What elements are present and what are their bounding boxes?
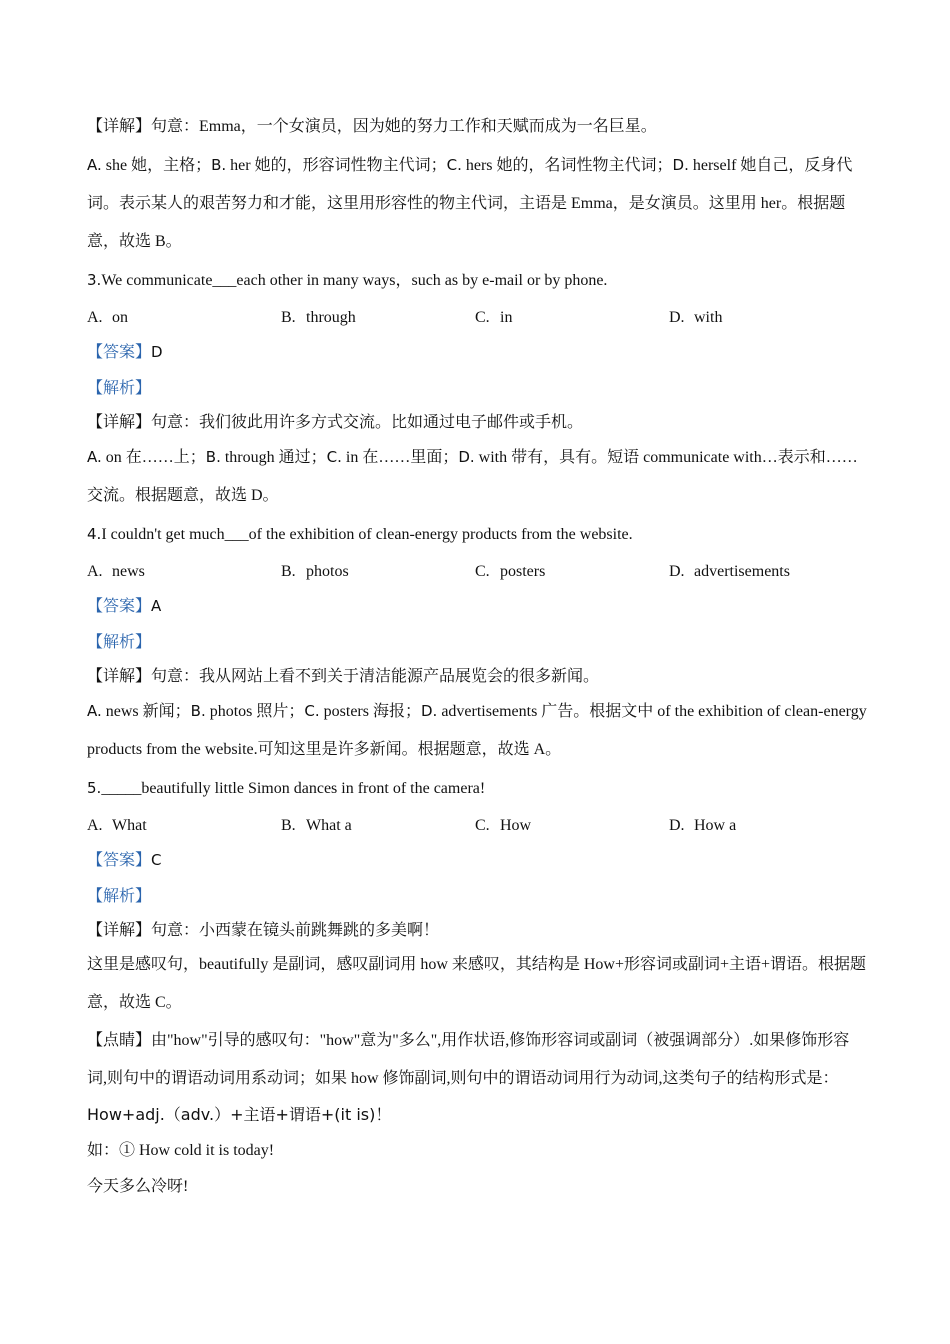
q3-option-c: C. in <box>475 309 513 326</box>
q5-translation: 今天多么冷呀! <box>87 1178 189 1195</box>
q5-analysis: 这里是感叹句，beautifully 是副词，感叹副词用 how 来感叹，其结构是 How+形容词或副词+主语+谓语。根据题意，故选 C。 <box>87 956 867 1011</box>
q3-options <box>87 307 867 329</box>
q5-example: 如：① How cold it is today! <box>87 1142 275 1159</box>
q5-answer: 【答案】C <box>87 851 162 869</box>
q3-analysis: A. on 在……上；B. through 通过；C. in 在……里面；D. with 带有，具有。短语 communicate with…表示和……交流。根据题意，故选 D。 <box>87 448 858 504</box>
q5-formula: How+adj.（adv.）+主语+谓语+(it is)！ <box>87 1105 392 1124</box>
document-page <box>87 112 867 1198</box>
q3-option-a: A. on <box>87 309 128 326</box>
q3-stem: 3.We communicate___each other in many ways，such as by e-mail or by phone. <box>87 271 608 289</box>
q3-detail: 【详解】句意：我们彼此用许多方式交流。比如通过电子邮件或手机。 <box>87 414 584 431</box>
q4-options <box>87 561 867 583</box>
q5-option-a: A. What <box>87 817 147 834</box>
q4-analysis: A. news 新闻；B. photos 照片；C. posters 海报；D. advertisements 广告。根据文中 of the exhibition of clean-energy products from the website.可知这里是许多新闻。根据题意，故选 A。 <box>87 702 867 758</box>
q5-jiexi-heading: 【解析】 <box>87 888 152 905</box>
q4-detail: 【详解】句意：我从网站上看不到关于清洁能源产品展览会的很多新闻。 <box>87 668 600 685</box>
q4-stem: 4.I couldn't get much___of the exhibition of clean-energy products from the website. <box>87 525 633 543</box>
q2-analysis: A. she 她，主格；B. her 她的，形容词性物主代词；C. hers 她的，名词性物主代词；D. herself 她自己，反身代词。表示某人的艰苦努力和才能，这里用形容性的物主代词，主语是 Emma，是女演员。这里用 her。根据题意，故选 B。 <box>87 156 853 250</box>
q4-answer: 【答案】A <box>87 597 162 615</box>
q5-option-d: D. How a <box>669 817 737 834</box>
q5-dianjing: 【点睛】由"how"引导的感叹句："how"意为"多么",用作状语,修饰形容词或副词（被强调部分）.如果修饰形容词,则句中的谓语动词用系动词；如果 how 修饰副词,则句中的谓语动词用行为动词,这类句子的结构形式是： <box>87 1032 850 1087</box>
q5-option-b: B. What a <box>281 817 352 834</box>
q3-answer: 【答案】D <box>87 343 163 361</box>
q3-jiexi-heading: 【解析】 <box>87 380 152 397</box>
q5-detail: 【详解】句意：小西蒙在镜头前跳舞跳的多美啊！ <box>87 922 440 939</box>
q3-option-b: B. through <box>281 309 356 326</box>
q3-option-d: D. with <box>669 309 723 326</box>
q4-jiexi-heading: 【解析】 <box>87 634 152 651</box>
q4-option-c: C. posters <box>475 563 546 580</box>
q5-stem: 5._____beautifully little Simon dances in front of the camera! <box>87 779 486 797</box>
q4-option-b: B. photos <box>281 563 349 580</box>
q5-options <box>87 815 867 837</box>
q4-option-d: D. advertisements <box>669 563 790 580</box>
q2-detail: 【详解】句意：Emma，一个女演员，因为她的努力工作和天赋而成为一名巨星。 <box>87 118 657 135</box>
q4-option-a: A. news <box>87 563 145 580</box>
q5-option-c: C. How <box>475 817 532 834</box>
